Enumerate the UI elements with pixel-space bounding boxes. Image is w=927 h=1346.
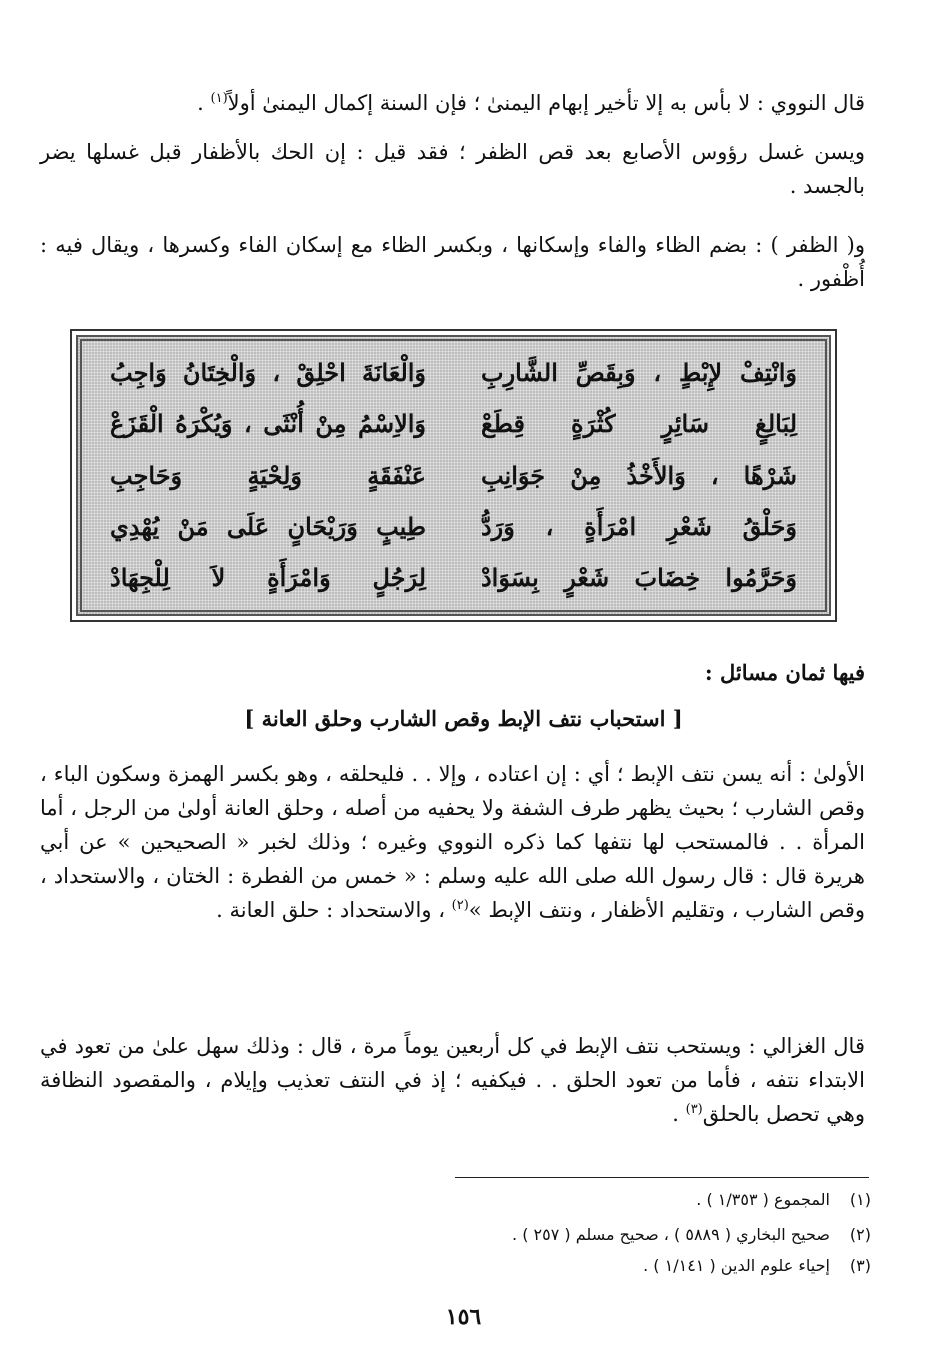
issues-heading: فيها ثمان مسائل : [704,660,865,685]
verse-second-hemistich: وَالاِسْمُ مِنْ أُنْثَى ، وَيُكْرَهُ الْقَزَعْ [110,409,427,439]
verse-second-hemistich: وَالْعَانَةَ احْلِقْ ، وَالْخِتَانُ وَاجِبُ [110,358,427,387]
footnote-item [696,1190,871,1209]
verse-second-hemistich: لِرَجُلٍ وَامْرَأَةٍ لاَ لِلْجِهَادْ [110,563,427,592]
paragraph-first-issue: الأولىٰ : أنه يسن نتف الإبط ؛ أي : إن اعتاده ، وإلا . . فليحلقه ، وهو بكسر الهمزة وسكون الباء ، وقص الشارب ؛ بحيث يظهر طرف الشفة ولا يحفيه من أصله ، وحلق العانة أولىٰ من الرجل ، أما المرأة . . فالمستحب لها نتفها كما ذكره النووي وغيره ؛ وذلك لخبر « الصحيحين » عن أبي هريرة قال : قال رسول الله صلى الله عليه وسلم : « خمس من الفطرة : الختان ، والاستحداد ، وقص الشارب ، وتقليم الأظفار ، ونتف الإبط »$^{(٢)}$ ، والاستحداد : حلق العانة . [40,762,865,922]
verse-first-hemistich: شَرْهًا ، وَالأَخْذُ مِنْ جَوَانِبِ [480,460,797,490]
verse-first-hemistich: لِبَالِغٍ سَائِرٍ كُثْرَةٍ قِطَعْ [480,409,797,439]
footnote-number: (١) [849,1190,871,1209]
poem-frame [70,329,837,622]
footnote-item [512,1225,871,1244]
verse-first-hemistich: وَانْتِفْ لإِبْطٍ ، وَبِقَصِّ الشَّارِبِ [480,358,797,387]
paragraph-ghazali: قال الغزالي : ويستحب نتف الإبط في كل أربعين يوماً مرة ، قال : وذلك سهل علىٰ من تعود في الابتداء نتفه ، فأما من تعود الحلق . . فيكفيه ؛ إذ في النتف تعذيب وإيلام ، والمقصود النظافة وهي تحصل بالحلق$^{(٣)}$ . [40,1034,865,1126]
footnote-divider [455,1177,869,1178]
footnote-item [643,1256,871,1275]
footnote-ref-3[interactable]: (٣) [685,1102,703,1117]
footnote-text: المجموع ( ١/٣٥٣ ) . [696,1190,830,1209]
footnote-number: (٣) [849,1256,871,1275]
paragraph-zufr-definition: و( الظفر ) : بضم الظاء والفاء وإسكانها ، وبكسر الظاء مع إسكان الفاء وكسرها ، ويقال فيه : أُظْفور . [40,233,865,291]
verse-first-hemistich: وَحَلْقُ شَعْرِ امْرَأَةٍ ، وَرَدُّ [480,511,797,541]
poem-verse [110,406,797,442]
verse-first-hemistich: وَحَرَّمُوا خِضَابَ شَعْرٍ بِسَوَادْ [480,563,797,592]
footnote-text: صحيح البخاري ( ٥٨٨٩ ) ، صحيح مسلم ( ٢٥٧ ) . [512,1225,830,1244]
paragraph-washing-fingertips: ويسن غسل رؤوس الأصابع بعد قص الظفر ؛ فقد قيل : إن الحك بالأظفار قبل غسلها يضر بالجسد . [40,140,865,198]
poem-verse [110,560,797,596]
poem-verse [110,355,797,391]
section-title: [ استحباب نتف الإبط وقص الشارب وحلق العانة ] [244,706,683,731]
poem-verses [76,335,831,616]
poem-verse [110,458,797,494]
footnote-text: إحياء علوم الدين ( ١/١٤١ ) . [643,1256,830,1275]
paragraph-nawawi: قال النووي : لا بأس به إلا تأخير إبهام اليمنىٰ ؛ فإن السنة إكمال اليمنىٰ أولاً$^{(١)}$ . [197,91,865,115]
verse-second-hemistich: عَنْفَقَةٍ وَلِحْيَةٍ وَحَاجِبِ [110,460,427,490]
verse-second-hemistich: طِيبٍ وَرَيْحَانٍ عَلَى مَنْ يُهْدِي [110,511,427,541]
page-number: ١٥٦ [445,1304,482,1330]
footnote-ref-2[interactable]: (٢) [451,898,469,913]
poem-verse [110,509,797,545]
footnote-ref-1[interactable]: (١) [210,91,228,106]
footnote-number: (٢) [849,1225,871,1244]
